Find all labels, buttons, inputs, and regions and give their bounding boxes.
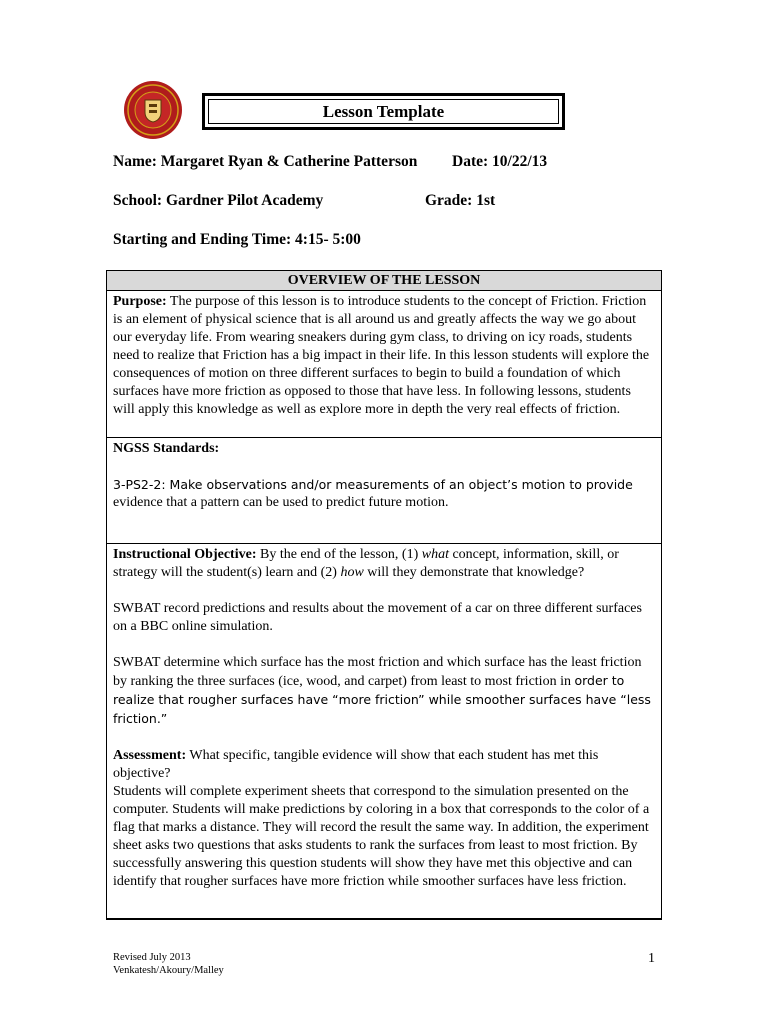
swbat-2: SWBAT determine which surface has the most friction and which surface has the least friction by ranking the three surfaces (ice, wood, and carpet) from least to most friction in [113, 655, 642, 689]
overview-table [106, 270, 662, 920]
assessment-text: Students will complete experiment sheets that correspond to the simulation presented on the computer. Students will make predictions by coloring in a box that corresponds to the color of a flag that marks a distance. They will record the result the same way. In addition, the experiment sheet asks two questions that asks students to rank the surfaces from least to most friction. By successfully answering this question students will show they have met this objective and can identify that rougher surfaces have more friction while smoother surfaces have less friction. [113, 784, 650, 889]
objective-prompt: By the end of the lesson, (1) [256, 547, 422, 562]
title-box [202, 93, 565, 130]
assessment-prompt: What specific, tangible evidence will show that each student has met this objective? [113, 748, 599, 781]
objective-prompt: will they demonstrate that knowledge? [363, 565, 585, 580]
footer [113, 951, 224, 977]
purpose-label: Purpose: [113, 294, 167, 309]
purpose-text: The purpose of this lesson is to introduce students to the concept of Friction. Friction is an element of physical science that is all around us and greatly affects the way we go about our everyday life. From wearing sneakers during gym class, to driving on icy roads, students need to realize that Friction has a big impact in their life. In this lesson students will explore the consequences of motion on three different surfaces to begin to build a foundation of which surfaces have more friction as opposed to those that have less. In following lessons, students will apply this knowledge as well as explore more in depth the very real effects of friction. [113, 294, 650, 417]
ngss-label: NGSS Standards: [113, 441, 220, 456]
school-seal-icon [123, 80, 183, 140]
school-grade-row [113, 192, 496, 210]
objective-label: Instructional Objective: [113, 547, 257, 562]
objective-cell [107, 543, 661, 919]
assessment-label: Assessment: [113, 748, 187, 763]
revised-date: Revised July 2013 [113, 952, 191, 963]
overview-heading: OVERVIEW OF THE LESSON [107, 271, 661, 290]
page-title: Lesson Template [208, 99, 559, 124]
school-line: School: Gardner Pilot Academy [113, 192, 324, 209]
grade-line: Grade: 1st [425, 192, 496, 209]
objective-how: how [340, 565, 364, 580]
name-date-row [113, 153, 548, 171]
ngss-text: evidence that a pattern can be used to predict future motion. [113, 495, 449, 510]
swbat-1: SWBAT record predictions and results about the movement of a car on three different surfaces on a BBC online simulation. [113, 601, 642, 634]
objective-prompt: concept, information, skill, or strategy will the student(s) learn and (2) [113, 547, 619, 580]
footer-authors: Venkatesh/Akoury/Malley [113, 965, 224, 976]
purpose-cell [107, 290, 661, 437]
date-line: Date: 10/22/13 [452, 153, 548, 170]
swbat-2-cont: order to realize that rougher surfaces have “more friction” while smoother surfaces have “less friction.” [113, 673, 651, 726]
ngss-cell [107, 437, 661, 543]
name-line: Name: Margaret Ryan & Catherine Patterson [113, 153, 418, 170]
ngss-code: 3-PS2-2: Make observations and/or measurements of an object’s motion to provide [113, 477, 633, 492]
time-line: Starting and Ending Time: 4:15- 5:00 [113, 231, 361, 248]
page-number: 1 [648, 951, 655, 966]
objective-what: what [421, 547, 449, 562]
